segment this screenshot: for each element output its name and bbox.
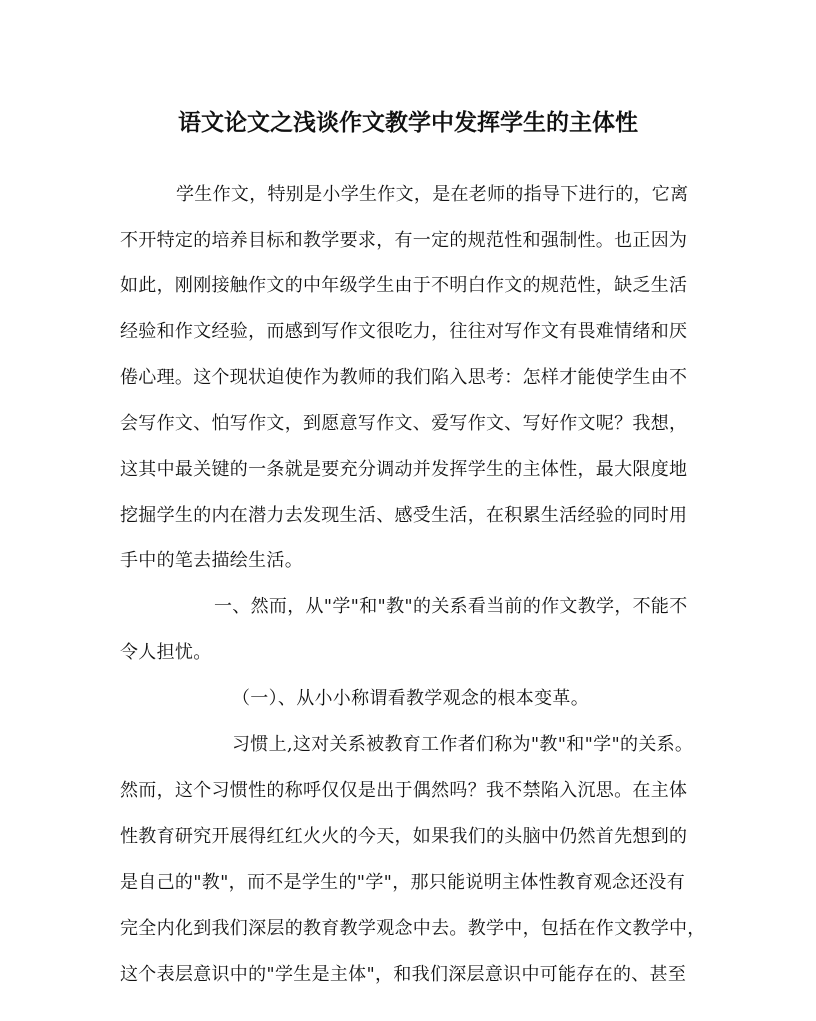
paragraph-line: 完全内化到我们深层的教育教学观念中去。教学中，包括在作文教学中，	[120, 918, 706, 939]
paragraph-line: 然而，这个习惯性的称呼仅仅是出于偶然吗？我不禁陷入沉思。在主体	[120, 780, 688, 801]
paragraph-line: 性教育研究开展得红红火火的今天，如果我们的头脑中仍然首先想到的	[120, 826, 688, 847]
paragraph-line: 经验和作文经验，而感到写作文很吃力，往往对写作文有畏难情绪和厌	[120, 321, 688, 342]
document-title: 语文论文之浅谈作文教学中发挥学生的主体性	[178, 109, 638, 136]
section-heading-line: 令人担忧。	[120, 642, 212, 663]
paragraph-line: 会写作文、怕写作文，到愿意写作文、爱写作文、写好作文呢？我想，	[120, 413, 688, 434]
paragraph-line: 如此，刚刚接触作文的中年级学生由于不明白作文的规范性，缺乏生活	[120, 275, 688, 296]
paragraph-line: 习惯上,这对关系被教育工作者们称为"教"和"学"的关系。	[232, 734, 694, 755]
paragraph-line: 倦心理。这个现状迫使作为教师的我们陷入思考：怎样才能使学生由不	[120, 367, 688, 388]
paragraph-line: 这其中最关键的一条就是要充分调动并发挥学生的主体性，最大限度地	[120, 459, 688, 480]
paragraph-line: 挖掘学生的内在潜力去发现生活、感受生活，在积累生活经验的同时用	[120, 505, 688, 526]
subsection-heading: （一）、从小小称谓看教学观念的根本变革。	[232, 688, 589, 709]
section-heading-line: 一、然而，从"学"和"教"的关系看当前的作文教学，不能不	[214, 596, 688, 617]
paragraph-line: 手中的笔去描绘生活。	[120, 550, 303, 571]
paragraph-line: 学生作文，特别是小学生作文，是在老师的指导下进行的，它离	[176, 184, 689, 205]
paragraph-line: 是自己的"教"，而不是学生的"学"，那只能说明主体性教育观念还没有	[120, 872, 686, 893]
paragraph-line: 这个表层意识中的"学生是主体"，和我们深层意识中可能存在的、甚至	[120, 964, 687, 985]
paragraph-line: 不开特定的培养目标和教学要求，有一定的规范性和强制性。也正因为	[120, 230, 688, 251]
